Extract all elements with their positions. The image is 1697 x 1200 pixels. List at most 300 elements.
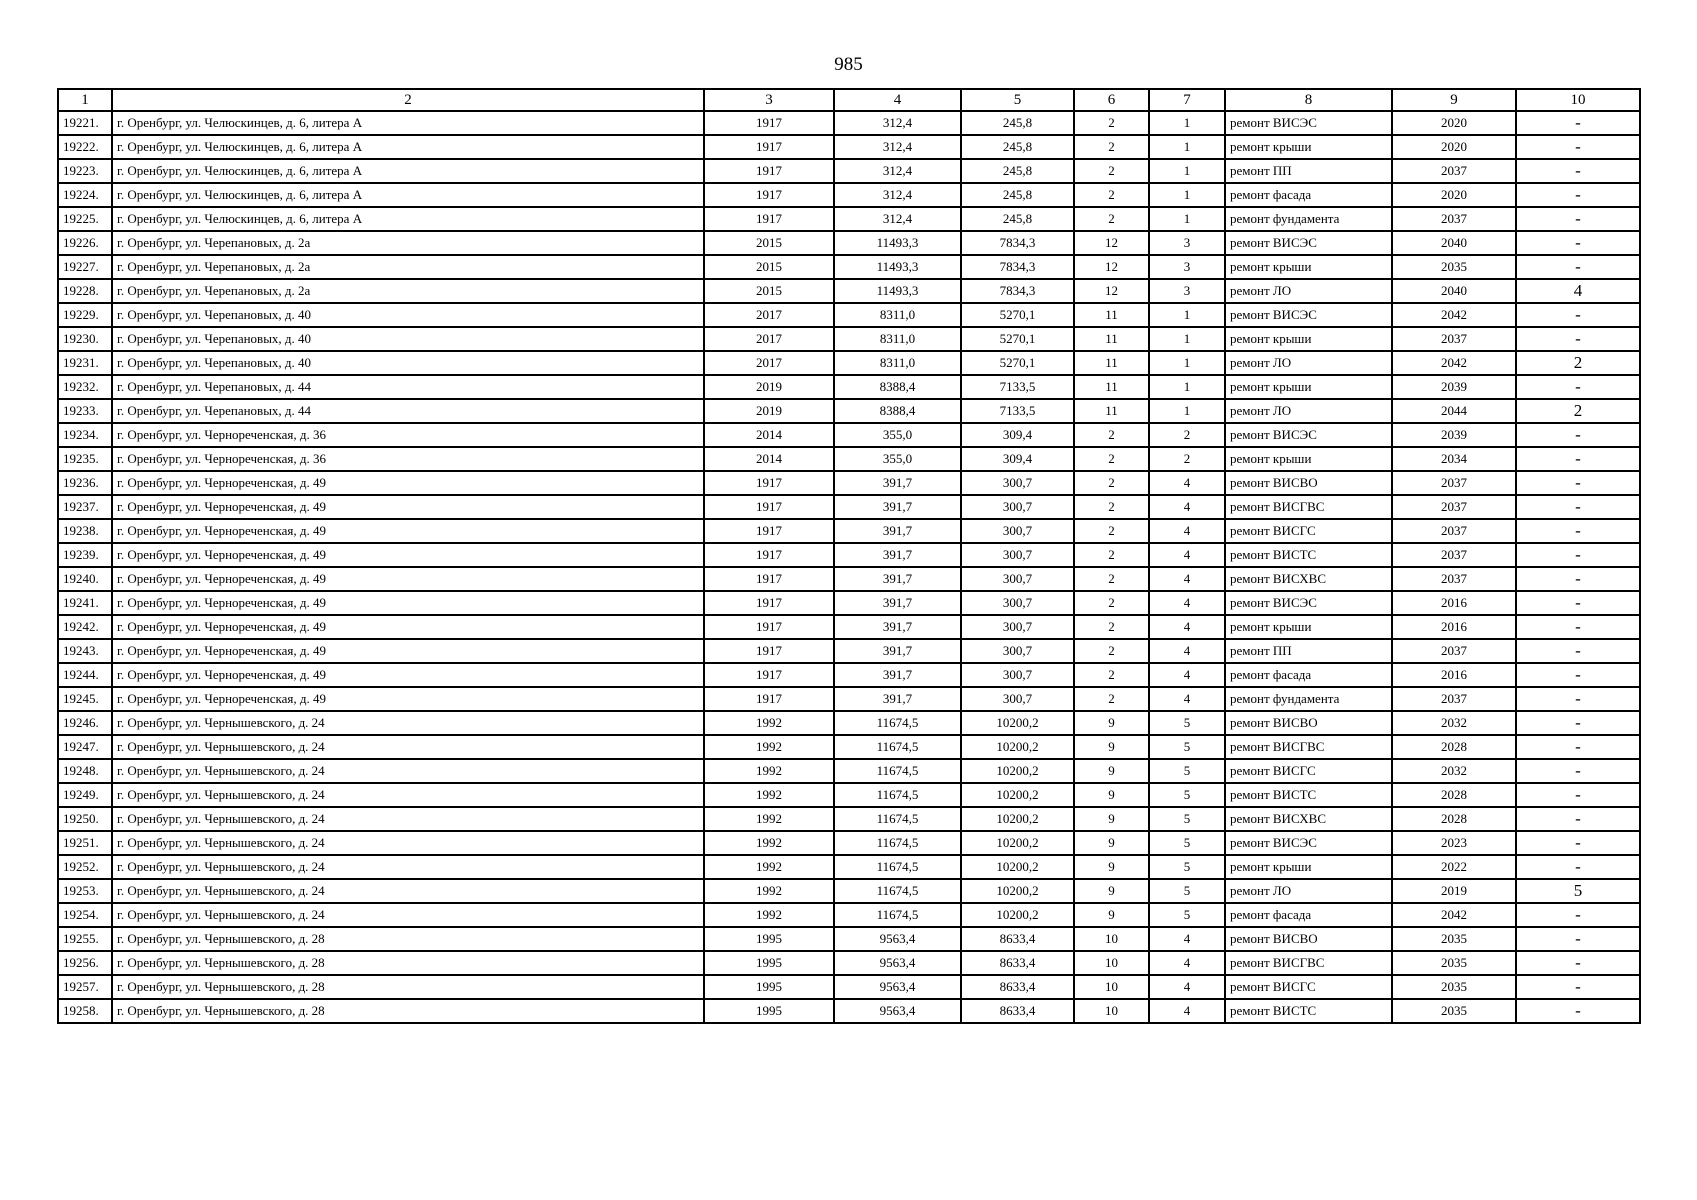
cell-planned-year: 2034 — [1392, 447, 1516, 471]
cell-entrances: 1 — [1149, 207, 1225, 231]
cell-work-type: ремонт ВИСГС — [1225, 975, 1392, 999]
cell-entrances: 2 — [1149, 423, 1225, 447]
cell-planned-year: 2022 — [1392, 855, 1516, 879]
cell-entrances: 1 — [1149, 351, 1225, 375]
cell-address: г. Оренбург, ул. Чернышевского, д. 28 — [112, 999, 704, 1023]
cell-build-year: 1917 — [704, 183, 834, 207]
table-row — [58, 543, 1640, 567]
cell-row-number: 19250. — [58, 807, 112, 831]
table-row — [58, 135, 1640, 159]
cell-work-type: ремонт ВИСГВС — [1225, 951, 1392, 975]
cell-address: г. Оренбург, ул. Челюскинцев, д. 6, литера А — [112, 207, 704, 231]
cell-floors: 2 — [1074, 687, 1149, 711]
cell-note: - — [1516, 303, 1640, 327]
cell-work-type: ремонт ВИСВО — [1225, 471, 1392, 495]
table-row — [58, 591, 1640, 615]
cell-floors: 2 — [1074, 615, 1149, 639]
cell-row-number: 19229. — [58, 303, 112, 327]
cell-floors: 9 — [1074, 759, 1149, 783]
cell-entrances: 5 — [1149, 903, 1225, 927]
cell-living-area: 5270,1 — [961, 303, 1074, 327]
cell-row-number: 19224. — [58, 183, 112, 207]
cell-build-year: 1917 — [704, 639, 834, 663]
cell-total-area: 11674,5 — [834, 831, 961, 855]
cell-note: 2 — [1516, 351, 1640, 375]
cell-living-area: 8633,4 — [961, 975, 1074, 999]
cell-row-number: 19240. — [58, 567, 112, 591]
cell-note: - — [1516, 663, 1640, 687]
cell-work-type: ремонт ВИСТС — [1225, 543, 1392, 567]
cell-work-type: ремонт крыши — [1225, 447, 1392, 471]
cell-total-area: 312,4 — [834, 111, 961, 135]
cell-address: г. Оренбург, ул. Чернышевского, д. 24 — [112, 735, 704, 759]
cell-build-year: 1917 — [704, 687, 834, 711]
cell-total-area: 391,7 — [834, 591, 961, 615]
cell-address: г. Оренбург, ул. Чернышевского, д. 28 — [112, 927, 704, 951]
cell-note: - — [1516, 207, 1640, 231]
table-row — [58, 207, 1640, 231]
cell-address: г. Оренбург, ул. Чернышевского, д. 24 — [112, 783, 704, 807]
cell-living-area: 245,8 — [961, 183, 1074, 207]
cell-build-year: 1995 — [704, 999, 834, 1023]
cell-note: 2 — [1516, 399, 1640, 423]
cell-build-year: 2017 — [704, 303, 834, 327]
cell-floors: 2 — [1074, 519, 1149, 543]
cell-build-year: 2015 — [704, 255, 834, 279]
header-col-area-total: 4 — [834, 89, 961, 111]
table-row — [58, 279, 1640, 303]
cell-entrances: 5 — [1149, 807, 1225, 831]
cell-entrances: 3 — [1149, 279, 1225, 303]
cell-build-year: 1917 — [704, 567, 834, 591]
cell-entrances: 4 — [1149, 543, 1225, 567]
cell-total-area: 391,7 — [834, 687, 961, 711]
cell-floors: 9 — [1074, 735, 1149, 759]
cell-entrances: 1 — [1149, 399, 1225, 423]
cell-living-area: 300,7 — [961, 687, 1074, 711]
cell-floors: 2 — [1074, 159, 1149, 183]
cell-note: - — [1516, 831, 1640, 855]
cell-total-area: 391,7 — [834, 639, 961, 663]
cell-row-number: 19232. — [58, 375, 112, 399]
header-col-address: 2 — [112, 89, 704, 111]
cell-living-area: 309,4 — [961, 447, 1074, 471]
cell-note: - — [1516, 783, 1640, 807]
table-row — [58, 447, 1640, 471]
cell-address: г. Оренбург, ул. Черноречeнская, д. 49 — [112, 687, 704, 711]
cell-row-number: 19235. — [58, 447, 112, 471]
cell-work-type: ремонт ВИСЭС — [1225, 591, 1392, 615]
table-row — [58, 855, 1640, 879]
cell-entrances: 4 — [1149, 495, 1225, 519]
cell-floors: 9 — [1074, 807, 1149, 831]
cell-entrances: 4 — [1149, 519, 1225, 543]
cell-total-area: 312,4 — [834, 207, 961, 231]
cell-row-number: 19233. — [58, 399, 112, 423]
cell-total-area: 8388,4 — [834, 399, 961, 423]
cell-total-area: 391,7 — [834, 519, 961, 543]
table-row — [58, 423, 1640, 447]
cell-floors: 10 — [1074, 927, 1149, 951]
cell-row-number: 19243. — [58, 639, 112, 663]
table-row — [58, 735, 1640, 759]
cell-total-area: 11674,5 — [834, 879, 961, 903]
cell-work-type: ремонт ВИСХВС — [1225, 567, 1392, 591]
table-row — [58, 159, 1640, 183]
cell-row-number: 19225. — [58, 207, 112, 231]
cell-work-type: ремонт ВИСХВС — [1225, 807, 1392, 831]
cell-floors: 2 — [1074, 423, 1149, 447]
cell-build-year: 1917 — [704, 615, 834, 639]
cell-floors: 2 — [1074, 135, 1149, 159]
cell-note: - — [1516, 951, 1640, 975]
cell-work-type: ремонт ЛО — [1225, 879, 1392, 903]
cell-floors: 11 — [1074, 351, 1149, 375]
cell-work-type: ремонт ЛО — [1225, 279, 1392, 303]
cell-row-number: 19246. — [58, 711, 112, 735]
cell-total-area: 11674,5 — [834, 759, 961, 783]
table-row — [58, 111, 1640, 135]
cell-floors: 11 — [1074, 327, 1149, 351]
header-col-entrances: 7 — [1149, 89, 1225, 111]
cell-row-number: 19230. — [58, 327, 112, 351]
cell-total-area: 9563,4 — [834, 975, 961, 999]
table-row — [58, 879, 1640, 903]
cell-living-area: 10200,2 — [961, 711, 1074, 735]
cell-work-type: ремонт фасада — [1225, 183, 1392, 207]
table-row — [58, 687, 1640, 711]
cell-entrances: 4 — [1149, 927, 1225, 951]
cell-note: - — [1516, 975, 1640, 999]
cell-work-type: ремонт ЛО — [1225, 351, 1392, 375]
cell-row-number: 19238. — [58, 519, 112, 543]
cell-build-year: 1917 — [704, 135, 834, 159]
cell-address: г. Оренбург, ул. Чернышевского, д. 24 — [112, 831, 704, 855]
page-number: 985 — [834, 54, 863, 75]
cell-entrances: 3 — [1149, 231, 1225, 255]
cell-floors: 9 — [1074, 903, 1149, 927]
cell-total-area: 11674,5 — [834, 903, 961, 927]
cell-living-area: 300,7 — [961, 639, 1074, 663]
cell-living-area: 10200,2 — [961, 855, 1074, 879]
cell-entrances: 5 — [1149, 759, 1225, 783]
cell-living-area: 5270,1 — [961, 327, 1074, 351]
cell-work-type: ремонт фасада — [1225, 903, 1392, 927]
cell-total-area: 11493,3 — [834, 255, 961, 279]
cell-total-area: 9563,4 — [834, 951, 961, 975]
cell-address: г. Оренбург, ул. Чернышевского, д. 28 — [112, 951, 704, 975]
table-row — [58, 807, 1640, 831]
cell-row-number: 19239. — [58, 543, 112, 567]
cell-address: г. Оренбург, ул. Черноречeнская, д. 49 — [112, 591, 704, 615]
cell-floors: 10 — [1074, 975, 1149, 999]
cell-planned-year: 2042 — [1392, 903, 1516, 927]
cell-floors: 2 — [1074, 111, 1149, 135]
cell-living-area: 8633,4 — [961, 927, 1074, 951]
cell-total-area: 391,7 — [834, 543, 961, 567]
cell-address: г. Оренбург, ул. Челюскинцев, д. 6, литера А — [112, 135, 704, 159]
table-row — [58, 663, 1640, 687]
cell-entrances: 4 — [1149, 999, 1225, 1023]
cell-build-year: 2015 — [704, 231, 834, 255]
cell-planned-year: 2035 — [1392, 255, 1516, 279]
cell-build-year: 1995 — [704, 951, 834, 975]
cell-entrances: 5 — [1149, 831, 1225, 855]
cell-note: - — [1516, 447, 1640, 471]
cell-planned-year: 2028 — [1392, 735, 1516, 759]
table-row — [58, 639, 1640, 663]
cell-address: г. Оренбург, ул. Черноречeнская, д. 36 — [112, 423, 704, 447]
cell-living-area: 245,8 — [961, 159, 1074, 183]
cell-build-year: 1917 — [704, 471, 834, 495]
cell-total-area: 391,7 — [834, 495, 961, 519]
cell-total-area: 11493,3 — [834, 231, 961, 255]
cell-living-area: 7834,3 — [961, 255, 1074, 279]
cell-work-type: ремонт крыши — [1225, 615, 1392, 639]
header-col-note: 10 — [1516, 89, 1640, 111]
cell-note: - — [1516, 735, 1640, 759]
cell-total-area: 391,7 — [834, 567, 961, 591]
cell-build-year: 2017 — [704, 351, 834, 375]
cell-planned-year: 2040 — [1392, 231, 1516, 255]
cell-address: г. Оренбург, ул. Черепановых, д. 40 — [112, 327, 704, 351]
cell-floors: 12 — [1074, 279, 1149, 303]
cell-address: г. Оренбург, ул. Черноречeнская, д. 49 — [112, 519, 704, 543]
cell-note: 5 — [1516, 879, 1640, 903]
cell-work-type: ремонт ВИСЭС — [1225, 423, 1392, 447]
table-row — [58, 567, 1640, 591]
cell-address: г. Оренбург, ул. Чернышевского, д. 24 — [112, 807, 704, 831]
cell-note: - — [1516, 495, 1640, 519]
cell-note: - — [1516, 231, 1640, 255]
cell-row-number: 19241. — [58, 591, 112, 615]
cell-work-type: ремонт ВИСЭС — [1225, 303, 1392, 327]
cell-address: г. Оренбург, ул. Черноречeнская, д. 36 — [112, 447, 704, 471]
cell-work-type: ремонт фундамента — [1225, 207, 1392, 231]
cell-floors: 12 — [1074, 231, 1149, 255]
table-row — [58, 711, 1640, 735]
cell-note: - — [1516, 807, 1640, 831]
cell-total-area: 9563,4 — [834, 927, 961, 951]
cell-note: - — [1516, 159, 1640, 183]
cell-work-type: ремонт крыши — [1225, 255, 1392, 279]
cell-note: - — [1516, 687, 1640, 711]
cell-planned-year: 2032 — [1392, 759, 1516, 783]
cell-work-type: ремонт ВИСВО — [1225, 927, 1392, 951]
cell-living-area: 300,7 — [961, 519, 1074, 543]
cell-address: г. Оренбург, ул. Чернышевского, д. 24 — [112, 759, 704, 783]
cell-address: г. Оренбург, ул. Чернышевского, д. 24 — [112, 903, 704, 927]
cell-living-area: 7133,5 — [961, 375, 1074, 399]
cell-planned-year: 2035 — [1392, 951, 1516, 975]
cell-planned-year: 2039 — [1392, 423, 1516, 447]
cell-row-number: 19245. — [58, 687, 112, 711]
cell-living-area: 5270,1 — [961, 351, 1074, 375]
cell-floors: 10 — [1074, 999, 1149, 1023]
cell-note: - — [1516, 759, 1640, 783]
cell-note: - — [1516, 471, 1640, 495]
cell-planned-year: 2037 — [1392, 471, 1516, 495]
cell-address: г. Оренбург, ул. Чернышевского, д. 24 — [112, 711, 704, 735]
cell-floors: 2 — [1074, 591, 1149, 615]
cell-entrances: 4 — [1149, 471, 1225, 495]
cell-note: - — [1516, 639, 1640, 663]
header-col-floors: 6 — [1074, 89, 1149, 111]
cell-address: г. Оренбург, ул. Черноречeнская, д. 49 — [112, 615, 704, 639]
cell-floors: 2 — [1074, 639, 1149, 663]
cell-work-type: ремонт ВИСЭС — [1225, 831, 1392, 855]
cell-total-area: 8388,4 — [834, 375, 961, 399]
cell-row-number: 19258. — [58, 999, 112, 1023]
cell-entrances: 3 — [1149, 255, 1225, 279]
cell-planned-year: 2028 — [1392, 807, 1516, 831]
cell-entrances: 1 — [1149, 375, 1225, 399]
cell-work-type: ремонт крыши — [1225, 327, 1392, 351]
cell-planned-year: 2016 — [1392, 615, 1516, 639]
table-row — [58, 303, 1640, 327]
cell-entrances: 4 — [1149, 591, 1225, 615]
cell-build-year: 1917 — [704, 519, 834, 543]
table-row — [58, 831, 1640, 855]
cell-row-number: 19247. — [58, 735, 112, 759]
cell-entrances: 4 — [1149, 639, 1225, 663]
table-row — [58, 975, 1640, 999]
cell-planned-year: 2035 — [1392, 975, 1516, 999]
table-body — [58, 111, 1640, 1023]
cell-floors: 9 — [1074, 879, 1149, 903]
table-row — [58, 495, 1640, 519]
cell-address: г. Оренбург, ул. Челюскинцев, д. 6, литера А — [112, 183, 704, 207]
cell-address: г. Оренбург, ул. Чернышевского, д. 24 — [112, 855, 704, 879]
cell-entrances: 4 — [1149, 951, 1225, 975]
table-row — [58, 471, 1640, 495]
cell-build-year: 1917 — [704, 159, 834, 183]
header-col-work-type: 8 — [1225, 89, 1392, 111]
cell-living-area: 10200,2 — [961, 879, 1074, 903]
cell-entrances: 4 — [1149, 567, 1225, 591]
cell-planned-year: 2020 — [1392, 183, 1516, 207]
cell-planned-year: 2020 — [1392, 111, 1516, 135]
cell-work-type: ремонт ВИСГС — [1225, 759, 1392, 783]
cell-total-area: 8311,0 — [834, 303, 961, 327]
cell-work-type: ремонт ВИСЭС — [1225, 231, 1392, 255]
cell-build-year: 1992 — [704, 879, 834, 903]
cell-planned-year: 2037 — [1392, 639, 1516, 663]
cell-work-type: ремонт крыши — [1225, 855, 1392, 879]
cell-build-year: 2015 — [704, 279, 834, 303]
cell-floors: 12 — [1074, 255, 1149, 279]
cell-floors: 2 — [1074, 447, 1149, 471]
cell-address: г. Оренбург, ул. Чернышевского, д. 24 — [112, 879, 704, 903]
cell-living-area: 10200,2 — [961, 903, 1074, 927]
cell-row-number: 19222. — [58, 135, 112, 159]
cell-note: - — [1516, 855, 1640, 879]
cell-row-number: 19256. — [58, 951, 112, 975]
cell-note: - — [1516, 135, 1640, 159]
cell-floors: 2 — [1074, 183, 1149, 207]
cell-floors: 10 — [1074, 951, 1149, 975]
cell-living-area: 10200,2 — [961, 807, 1074, 831]
table-row — [58, 615, 1640, 639]
cell-work-type: ремонт ВИСГВС — [1225, 495, 1392, 519]
cell-entrances: 4 — [1149, 615, 1225, 639]
cell-build-year: 1917 — [704, 543, 834, 567]
cell-total-area: 8311,0 — [834, 351, 961, 375]
cell-row-number: 19226. — [58, 231, 112, 255]
cell-floors: 2 — [1074, 495, 1149, 519]
cell-planned-year: 2019 — [1392, 879, 1516, 903]
cell-living-area: 7834,3 — [961, 231, 1074, 255]
cell-floors: 2 — [1074, 567, 1149, 591]
cell-floors: 9 — [1074, 831, 1149, 855]
cell-floors: 11 — [1074, 399, 1149, 423]
cell-floors: 2 — [1074, 663, 1149, 687]
cell-total-area: 355,0 — [834, 423, 961, 447]
cell-planned-year: 2037 — [1392, 159, 1516, 183]
cell-living-area: 300,7 — [961, 663, 1074, 687]
cell-build-year: 1992 — [704, 783, 834, 807]
cell-total-area: 391,7 — [834, 471, 961, 495]
cell-living-area: 10200,2 — [961, 831, 1074, 855]
cell-work-type: ремонт ПП — [1225, 639, 1392, 663]
cell-planned-year: 2042 — [1392, 303, 1516, 327]
cell-planned-year: 2037 — [1392, 327, 1516, 351]
cell-entrances: 5 — [1149, 735, 1225, 759]
cell-total-area: 11674,5 — [834, 807, 961, 831]
cell-living-area: 245,8 — [961, 111, 1074, 135]
cell-floors: 9 — [1074, 711, 1149, 735]
cell-planned-year: 2037 — [1392, 687, 1516, 711]
cell-address: г. Оренбург, ул. Черноречeнская, д. 49 — [112, 495, 704, 519]
table-row — [58, 951, 1640, 975]
table-row — [58, 351, 1640, 375]
cell-address: г. Оренбург, ул. Черноречeнская, д. 49 — [112, 543, 704, 567]
cell-total-area: 312,4 — [834, 183, 961, 207]
cell-living-area: 10200,2 — [961, 783, 1074, 807]
cell-note: 4 — [1516, 279, 1640, 303]
cell-build-year: 1992 — [704, 759, 834, 783]
cell-living-area: 10200,2 — [961, 759, 1074, 783]
cell-build-year: 1917 — [704, 663, 834, 687]
cell-row-number: 19249. — [58, 783, 112, 807]
cell-living-area: 300,7 — [961, 591, 1074, 615]
cell-entrances: 5 — [1149, 879, 1225, 903]
cell-row-number: 19223. — [58, 159, 112, 183]
cell-note: - — [1516, 615, 1640, 639]
cell-living-area: 300,7 — [961, 615, 1074, 639]
cell-address: г. Оренбург, ул. Черепановых, д. 40 — [112, 351, 704, 375]
cell-note: - — [1516, 327, 1640, 351]
cell-total-area: 11493,3 — [834, 279, 961, 303]
cell-living-area: 309,4 — [961, 423, 1074, 447]
cell-build-year: 1992 — [704, 855, 834, 879]
cell-planned-year: 2040 — [1392, 279, 1516, 303]
cell-living-area: 300,7 — [961, 567, 1074, 591]
cell-entrances: 1 — [1149, 183, 1225, 207]
table-row — [58, 759, 1640, 783]
cell-note: - — [1516, 519, 1640, 543]
cell-living-area: 245,8 — [961, 207, 1074, 231]
cell-address: г. Оренбург, ул. Черноречeнская, д. 49 — [112, 639, 704, 663]
cell-address: г. Оренбург, ул. Черноречeнская, д. 49 — [112, 471, 704, 495]
table-row — [58, 399, 1640, 423]
cell-row-number: 19255. — [58, 927, 112, 951]
cell-note: - — [1516, 111, 1640, 135]
cell-total-area: 11674,5 — [834, 711, 961, 735]
cell-floors: 11 — [1074, 303, 1149, 327]
cell-total-area: 312,4 — [834, 159, 961, 183]
cell-build-year: 1992 — [704, 903, 834, 927]
